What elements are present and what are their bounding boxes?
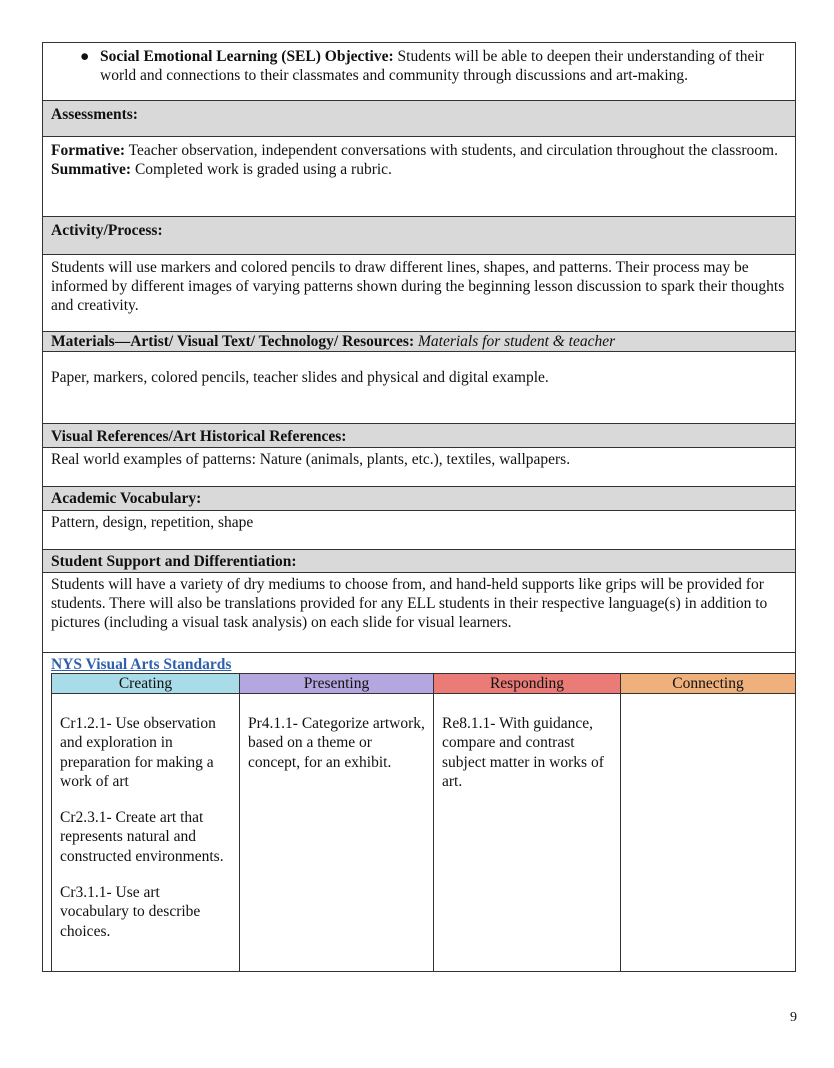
page-number: 9 — [790, 1010, 797, 1025]
summative-label: Summative: — [51, 161, 132, 178]
sel-objective — [80, 47, 787, 85]
standard-item: Cr3.1.1- Use art vocabulary to describe choices. — [60, 884, 201, 940]
materials-subheading: Materials for student & teacher — [417, 333, 616, 350]
responding-cell — [434, 694, 621, 972]
assessments-heading: Assessments: — [43, 101, 795, 137]
bullet-icon: ● — [80, 48, 90, 65]
support-text: Students will have a variety of dry mediums to choose from, and hand-held supports like grips will be provided for students. There will also be translations provided for any ELL students in their respective language(s) in addition to pictures (including a visual task analysis) on each slide for visual learners. — [43, 573, 795, 653]
connecting-cell — [621, 694, 796, 972]
support-heading: Student Support and Differentiation: — [43, 550, 795, 573]
sel-text: Students will be able to deepen their understanding of their world and connections to their classmates and community through discussions and art-making. — [100, 48, 764, 84]
formative-label: Formative: — [51, 142, 126, 159]
visual-references-heading: Visual References/Art Historical References: — [43, 424, 795, 448]
materials-text: Paper, markers, colored pencils, teacher slides and physical and digital example. — [43, 352, 795, 424]
sel-label: Social Emotional Learning (SEL) Objective: — [100, 48, 394, 65]
column-connecting: Connecting — [621, 674, 796, 694]
standards-section — [43, 653, 795, 971]
standard-item: Re8.1.1- With guidance, compare and contrast subject matter in works of art. — [442, 715, 604, 790]
standards-title[interactable]: NYS Visual Arts Standards — [51, 656, 232, 673]
column-responding: Responding — [434, 674, 621, 694]
standard-item: Pr4.1.1- Categorize artwork, based on a theme or concept, for an exhibit. — [248, 715, 425, 771]
column-creating: Creating — [52, 674, 240, 694]
standard-item: Cr1.2.1- Use observation and exploration in preparation for making a work of art — [60, 715, 216, 790]
lesson-plan-table — [42, 42, 796, 972]
formative-line — [51, 141, 787, 160]
creating-cell — [52, 694, 240, 972]
materials-heading — [43, 332, 795, 352]
standards-header-row — [52, 674, 796, 694]
materials-heading-label: Materials—Artist/ Visual Text/ Technology/ Resources: — [51, 333, 415, 350]
activity-text: Students will use markers and colored pencils to draw different lines, shapes, and patterns. Their process may be informed by different images of varying patterns shown during the beginning lesson discussion to spark their thoughts and creativity. — [43, 255, 795, 332]
vocabulary-text: Pattern, design, repetition, shape — [43, 511, 795, 550]
standards-table — [51, 673, 796, 972]
presenting-cell — [240, 694, 434, 972]
sel-objective-row — [43, 43, 795, 101]
formative-text: Teacher observation, independent conversations with students, and circulation throughout the classroom. — [125, 142, 778, 159]
visual-references-text: Real world examples of patterns: Nature (animals, plants, etc.), textiles, wallpapers. — [43, 448, 795, 487]
vocabulary-heading: Academic Vocabulary: — [43, 487, 795, 511]
summative-text: Completed work is graded using a rubric. — [131, 161, 392, 178]
column-presenting: Presenting — [240, 674, 434, 694]
summative-line — [51, 160, 787, 179]
sel-list — [51, 47, 787, 85]
standards-body-row — [52, 694, 796, 972]
activity-heading: Activity/Process: — [43, 217, 795, 255]
standard-item: Cr2.3.1- Create art that represents natural and constructed environments. — [60, 809, 224, 865]
assessments-content — [43, 137, 795, 217]
